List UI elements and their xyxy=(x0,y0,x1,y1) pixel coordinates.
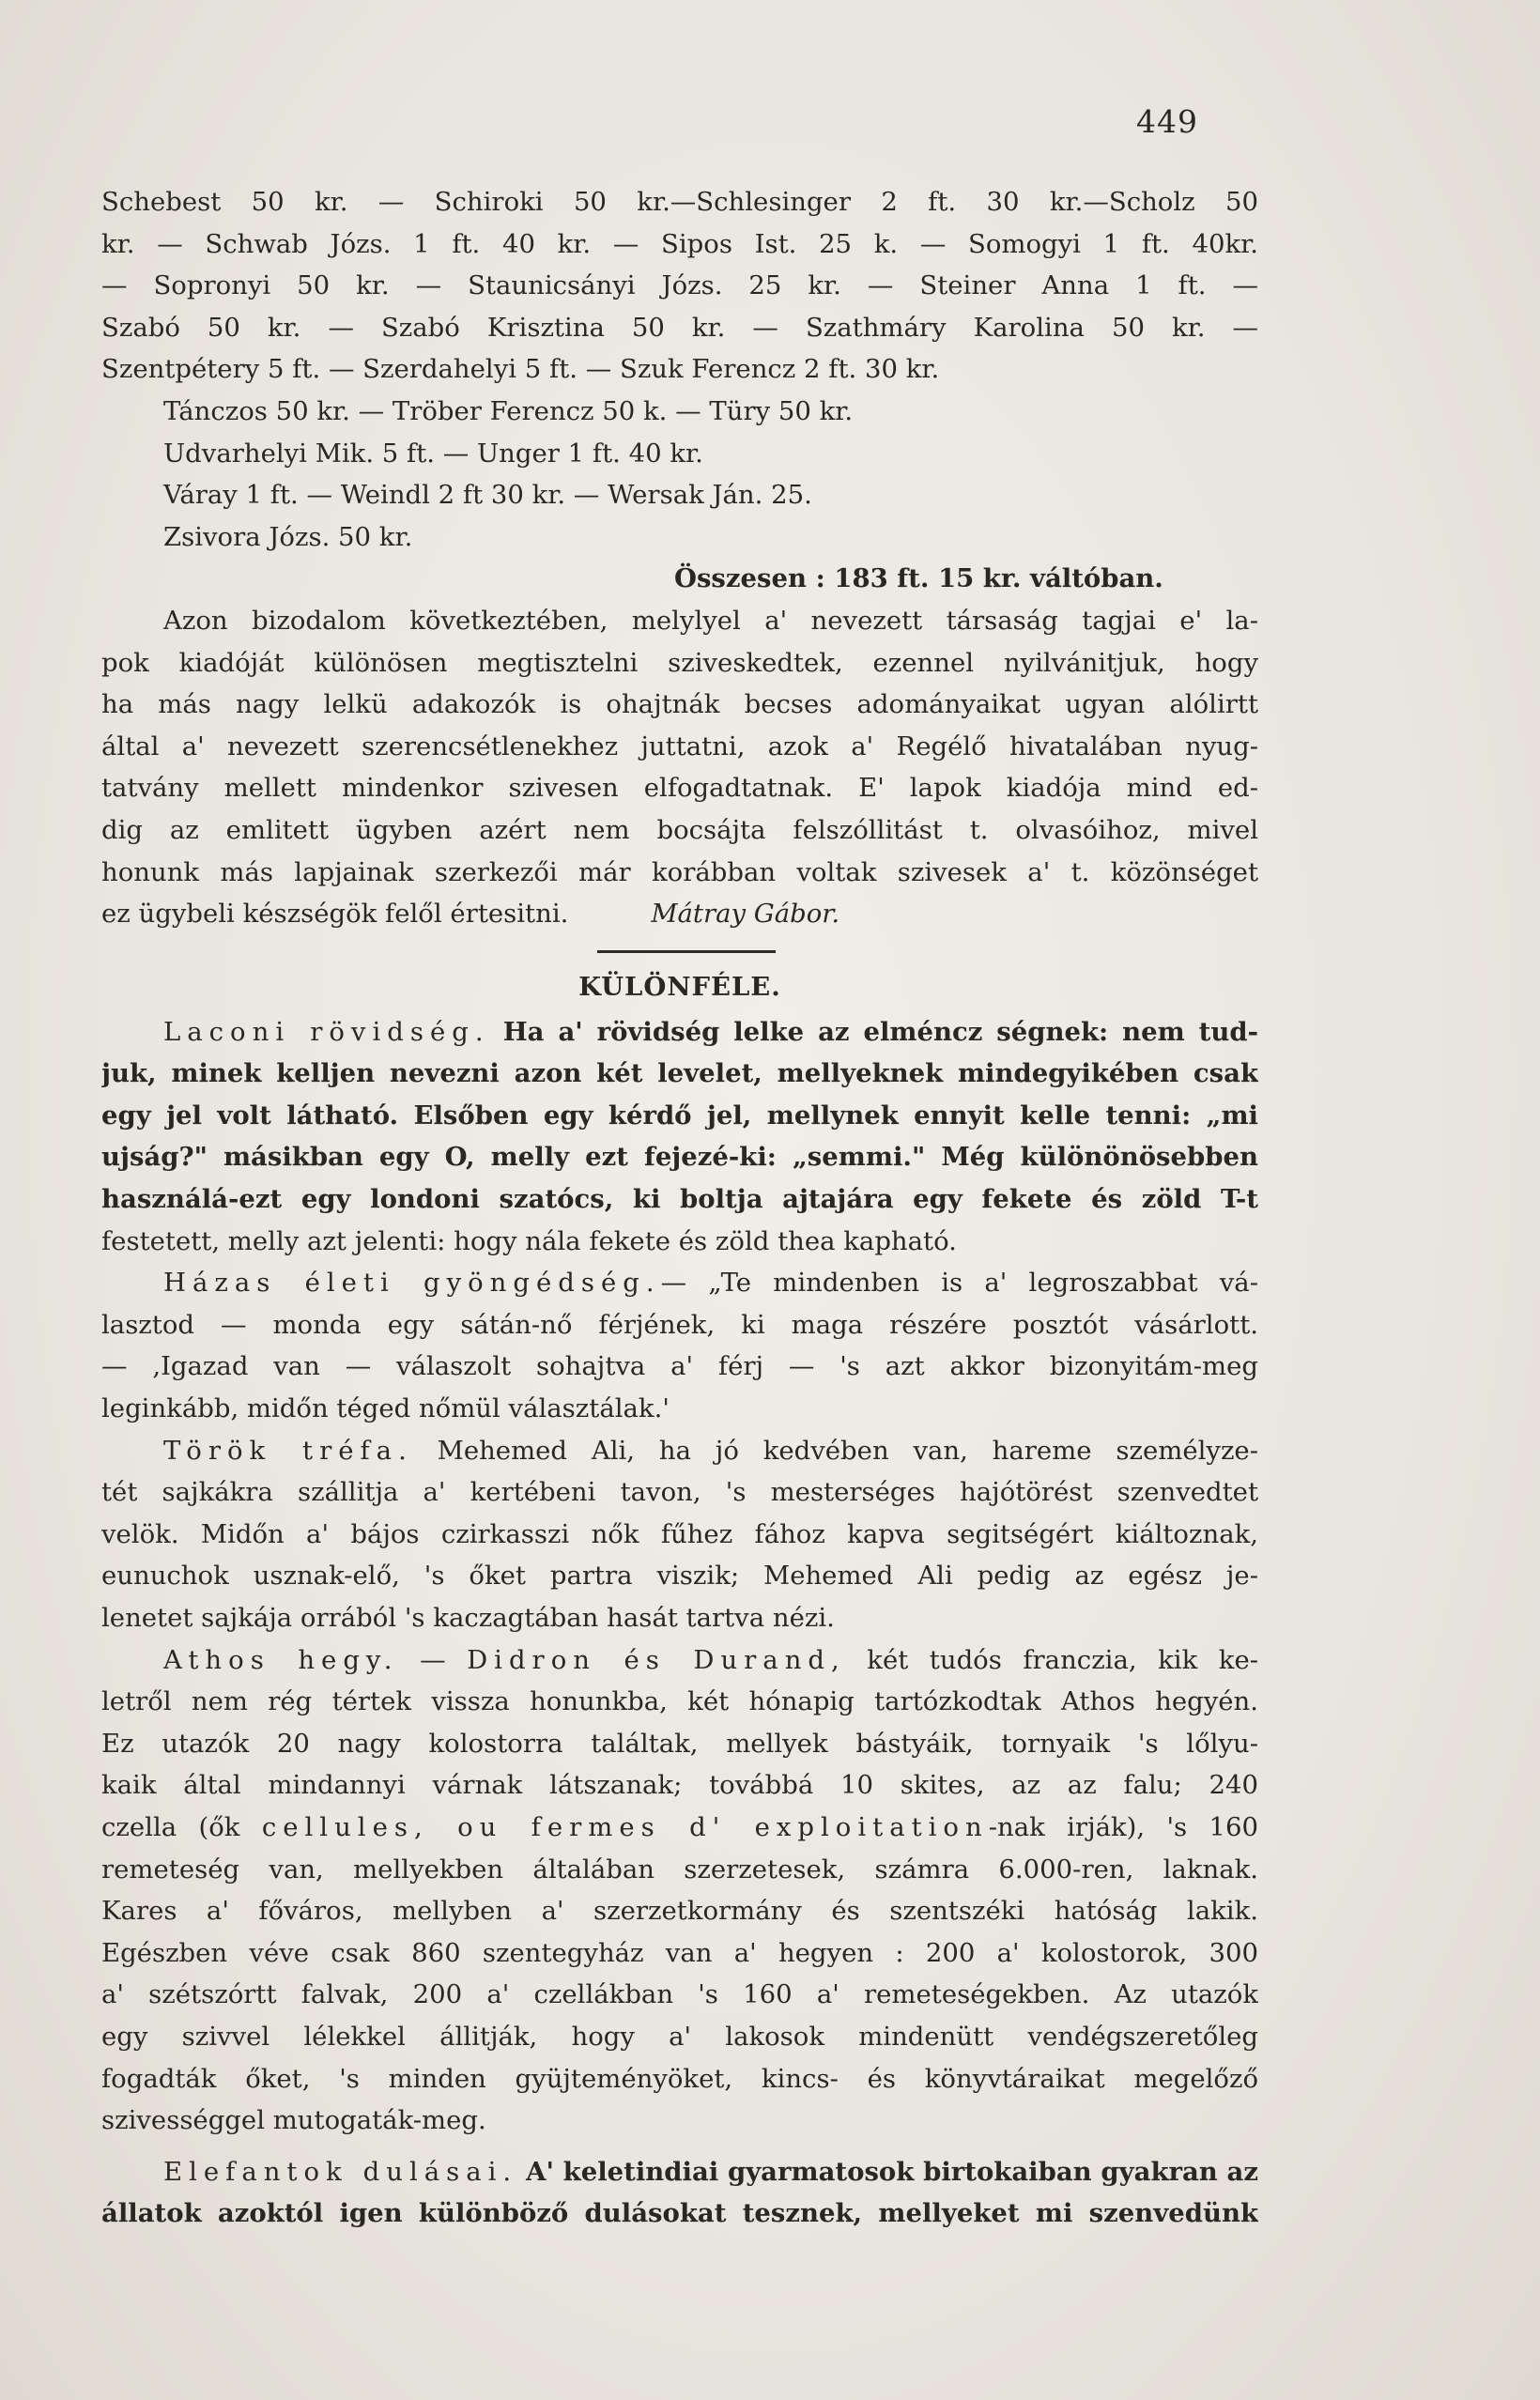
article-text: Mehemed Ali, ha jó kedvében van, hareme személyze- xyxy=(437,1435,1258,1466)
appeal-paragraph xyxy=(101,600,1258,935)
appeal-line: dig az emlitett ügyben azért nem bocsájta felszóllitást t. olvasóihoz, mivel xyxy=(101,814,1258,845)
article-first-line xyxy=(101,1639,1258,1682)
article-title: Török tréfa. xyxy=(163,1435,413,1466)
section-divider xyxy=(597,950,776,953)
donor-line: Szabó 50 kr. — Szabó Krisztina 50 kr. — Szathmáry Karolina 50 kr. — xyxy=(101,312,1258,343)
article-line: kaik által mindannyi várnak látszanak; továbbá 10 skites, az az falu; 240 xyxy=(101,1770,1258,1801)
article-line: szivességgel mutogaták-meg. xyxy=(101,2105,486,2136)
appeal-line: Azon bizodalom következtében, melylyel a' nevezett társaság tagjai e' la- xyxy=(163,605,1258,636)
signature: Mátray Gábor. xyxy=(651,899,840,930)
appeal-line: honunk más lapjainak szerkezői már korábban voltak szivesek a' t. közönséget xyxy=(101,856,1258,887)
article-line: juk, minek kelljen nevezni azon két levelet, mellyeknek mindegyikében csak xyxy=(101,1058,1258,1089)
article-title: Házas életi gyöngédség. xyxy=(163,1268,661,1299)
article-elephant xyxy=(101,2151,1258,2235)
donor-line: Schebest 50 kr. — Schiroki 50 kr.—Schlesinger 2 ft. 30 kr.—Scholz 50 xyxy=(101,187,1258,217)
page-number: 449 xyxy=(1136,103,1198,140)
article-line: festetett, melly azt jelenti: hogy nála fekete és zöld thea kapható. xyxy=(101,1225,957,1256)
article-title: Athos hegy. xyxy=(163,1644,399,1675)
section-title: KÜLÖNFÉLE. xyxy=(578,971,781,1002)
article-text: két tudós franczia, kik ke- xyxy=(867,1644,1258,1675)
article-line xyxy=(101,1807,1258,1849)
article-turkish xyxy=(101,1430,1258,1639)
donor-line: Váray 1 ft. — Weindl 2 ft 30 kr. — Wersak Ján. 25. xyxy=(163,480,812,511)
appeal-line: pok kiadóját különösen megtisztelni sziveskedtek, ezennel nyilvánitjuk, hogy xyxy=(101,647,1258,678)
donor-line: kr. — Schwab Józs. 1 ft. 40 kr. — Sipos Ist. 25 k. — Somogyi 1 ft. 40kr. xyxy=(101,228,1258,259)
article-line: Egészben véve csak 860 szentegyház van a' hegyen : 200 a' kolostorok, 300 xyxy=(101,1937,1258,1968)
article-title: Elefantok dulásai. xyxy=(163,2156,518,2187)
article-line: leginkább, midőn téged nőmül választálak.' xyxy=(101,1393,670,1424)
appeal-line: által a' nevezett szerencsétlenekhez juttatni, azok a' Regélő hivatalában nyug- xyxy=(101,731,1258,762)
donor-line: Zsivora Józs. 50 kr. xyxy=(163,521,413,552)
article-line: lenetet sajkája orrából 's kaczagtában hasát tartva nézi. xyxy=(101,1603,835,1633)
article-line: a' szétszórtt falvak, 200 a' czellákban 's 160 a' remeteségekben. Az utazók xyxy=(101,1979,1258,2010)
article-line: tét sajkákra szállitja a' kertébeni tavon, 's mesterséges hajótörést szenvedtet xyxy=(101,1477,1258,1508)
article-title: Laconi rövidség. xyxy=(163,1016,490,1047)
article-marital xyxy=(101,1262,1258,1429)
article-text: Ha a' rövidség lelke az elméncz ségnek: nem tud- xyxy=(502,1016,1258,1047)
text-column xyxy=(101,181,1258,2235)
article-line: eunuchok usznak-elő, 's őket partra viszik; Mehemed Ali pedig az egész je- xyxy=(101,1561,1258,1592)
article-first-line xyxy=(101,1011,1258,1054)
article-line: ujság?" másikban egy O, melly ezt fejezé-ki: „semmi." Még különönösebben xyxy=(101,1142,1258,1173)
article-text: — „Te mindenben is a' legroszabbat vá- xyxy=(660,1268,1258,1299)
donor-line: Szentpétery 5 ft. — Szerdahelyi 5 ft. — Szuk Ferencz 2 ft. 30 kr. xyxy=(101,354,940,385)
appeal-line: tatvány mellett mindenkor szivesen elfogadtatnak. E' lapok kiadója mind ed- xyxy=(101,773,1258,804)
article-text: A' keletindiai gyarmatosok birtokaiban gyakran az xyxy=(526,2156,1258,2187)
donor-list xyxy=(101,181,1258,600)
article-line: remeteség van, mellyekben általában szerzetesek, számra 6.000-ren, laknak. xyxy=(101,1854,1258,1885)
article-line: lasztod — monda egy sátán-nő férjének, ki maga részére posztót vásárlott. xyxy=(101,1309,1258,1340)
article-line: Kares a' főváros, mellyben a' szerzetkormány és szentszéki hatóság lakik. xyxy=(101,1896,1258,1927)
article-first-line xyxy=(101,1430,1258,1472)
appeal-line xyxy=(101,893,1258,935)
appeal-line: ha más nagy lelkü adakozók is ohajtnák becses adományaikat ugyan alólirtt xyxy=(101,689,1258,720)
article-line: egy jel volt látható. Elsőben egy kérdő jel, mellynek ennyit kelle tenni: „mi xyxy=(101,1100,1258,1131)
article-foreign-phrase: cellules, ou fermes d' exploitation xyxy=(261,1811,989,1842)
article-laconic xyxy=(101,1011,1258,1263)
donor-line: — Sopronyi 50 kr. — Staunicsányi Józs. 25 kr. — Steiner Anna 1 ft. — xyxy=(101,270,1258,301)
article-line: fogadták őket, 's minden gyüjteményöket, kincs- és könyvtáraikat megelőző xyxy=(101,2063,1258,2094)
article-line: Ez utazók 20 nagy kolostorra találtak, mellyek bástyáik, tornyaik 's lőlyu- xyxy=(101,1728,1258,1759)
article-line: állatok azoktól igen különböző dulásokat tesznek, mellyeket mi szenvedünk xyxy=(101,2198,1258,2229)
donation-total: Összesen : 183 ft. 15 kr. váltóban. xyxy=(674,563,1163,594)
article-first-line xyxy=(101,1262,1258,1304)
article-line: velök. Midőn a' bájos czirkasszi nők fűhez fához kapva segitségért kiáltoznak, xyxy=(101,1518,1258,1549)
appeal-last-text: ez ügybeli készségök felől értesitni. xyxy=(101,899,569,930)
article-first-line xyxy=(101,2151,1258,2193)
article-line: használá-ezt egy londoni szatócs, ki boltja ajtajára egy fekete és zöld T-t xyxy=(101,1184,1258,1215)
donor-line: Tánczos 50 kr. — Tröber Ferencz 50 k. — Türy 50 kr. xyxy=(163,395,854,426)
article-text: -nak irják), 's 160 xyxy=(988,1811,1258,1842)
article-line: egy szivvel lélekkel állitják, hogy a' lakosok mindenütt vendégszeretőleg xyxy=(101,2021,1258,2052)
article-text: czella (ők xyxy=(101,1811,240,1842)
article-names: Didron és Durand, xyxy=(467,1644,846,1675)
article-line: letről nem rég tértek vissza honunkba, két hónapig tartózkodtak Athos hegyén. xyxy=(101,1686,1258,1717)
donor-line: Udvarhelyi Mik. 5 ft. — Unger 1 ft. 40 kr. xyxy=(163,438,703,469)
article-athos xyxy=(101,1639,1258,2142)
article-line: — ,Igazad van — válaszolt sohajtva a' férj — 's azt akkor bizonyitám-meg xyxy=(101,1351,1258,1382)
article-dash: — xyxy=(420,1644,446,1675)
